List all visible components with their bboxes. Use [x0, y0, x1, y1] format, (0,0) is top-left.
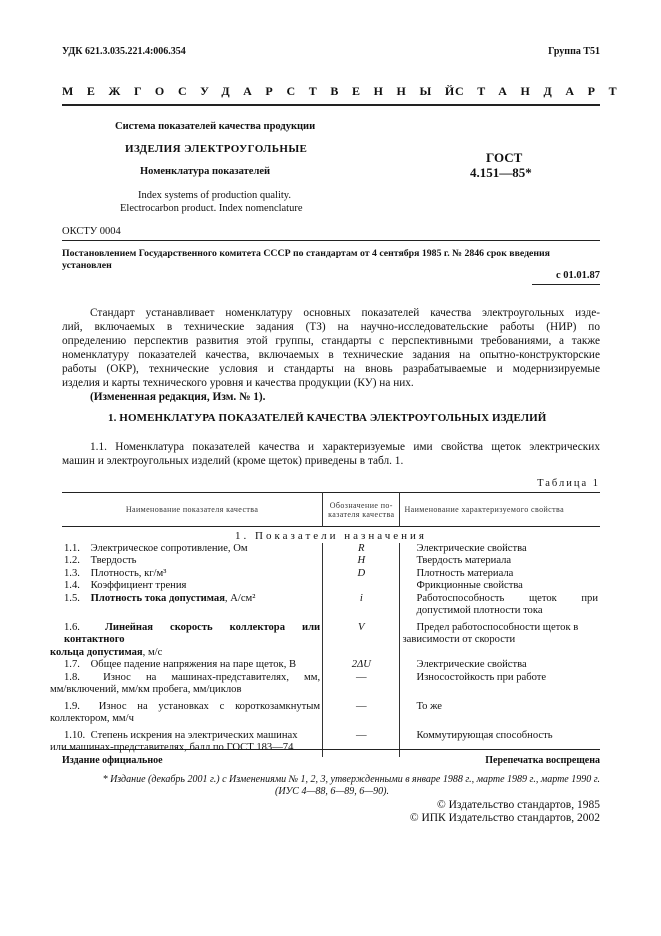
row-number: 1.10.	[64, 729, 86, 741]
row-property: Коммутирующая способность	[400, 726, 600, 757]
row-symbol: D	[323, 568, 400, 581]
table-row	[62, 543, 600, 556]
table-row	[62, 593, 600, 618]
row-symbol: V	[323, 618, 400, 660]
row-property-line-2: допустимой плотности тока	[416, 605, 543, 616]
column-header-property: Наименование характеризуемого свойства	[400, 493, 600, 527]
intro-line-2: лий, включаемых в технические задания (ТЗ) на научно-исследовательские работы (НИР) по	[62, 321, 600, 333]
intro-line-4: номенклатуру показателей качества, включаемых в технические задания на опытно-конструкторские	[62, 349, 600, 361]
column-header-symbol-line-2: казателя качества	[328, 509, 395, 519]
table-row	[62, 697, 600, 726]
row-property: Фрикционные свойства	[400, 580, 600, 593]
edition-note-line-2: (ИУС 4—88, 6—89, 6—90).	[275, 786, 389, 797]
banner-rule	[62, 104, 600, 106]
row-name-bold: Плотность тока допустимая	[90, 592, 225, 604]
row-symbol: R	[323, 543, 400, 556]
row-property-line-2: зависимости от скорости	[402, 634, 516, 645]
row-property-line-1: Предел работоспособности щеток в	[416, 621, 579, 633]
row-number: 1.9.	[64, 700, 80, 712]
row-property: То же	[400, 697, 600, 726]
row-property: Твердость материала	[400, 555, 600, 568]
english-title-line-2: Electrocarbon product. Index nomenclature	[120, 203, 303, 214]
amendment-note: (Измененная редакция, Изм. № 1).	[90, 391, 266, 403]
table-row	[62, 568, 600, 581]
document-subtitle: Номенклатура показателей	[140, 166, 271, 177]
copyright-2002: © ИПК Издательство стандартов, 2002	[409, 812, 600, 824]
row-name-line-2: или машинах-представителях, балл по ГОСТ 183—74	[50, 742, 294, 753]
row-number: 1.7.	[64, 659, 80, 670]
row-symbol: —	[323, 697, 400, 726]
table-row	[62, 726, 600, 757]
row-name-unit: , м/с	[142, 646, 163, 658]
footer-rule	[62, 749, 600, 750]
row-name-line-2: коллектором, мм/ч	[50, 713, 134, 724]
gost-label: ГОСТ	[486, 150, 523, 165]
intro-line-1: Стандарт устанавливает номенклатуру основных показателей качества электроугольных изде-	[90, 307, 600, 319]
udk-code: УДК 621.3.035.221.4:006.354	[62, 46, 186, 57]
gost-number: 4.151—85*	[470, 165, 532, 180]
row-symbol: —	[323, 726, 400, 757]
intro-line-6: изделия и карты технического уровня и качества продукции (КУ) на них.	[62, 377, 414, 389]
row-name-line-1: Износ на установках с короткозамкнутым	[98, 700, 321, 712]
row-property: Электрические свойства	[400, 659, 600, 672]
row-name: Коэффициент трения	[90, 580, 187, 591]
section-1-line-2: машин и электроугольных изделий (кроме щеток) приведены в табл. 1.	[62, 455, 404, 467]
row-number: 1.1.	[64, 542, 80, 554]
row-property: Плотность материала	[400, 568, 600, 581]
row-symbol: —	[323, 672, 400, 697]
row-name-bold-line-2: кольца допустимая	[50, 646, 143, 658]
table-row	[62, 555, 600, 568]
product-title: ИЗДЕЛИЯ ЭЛЕКТРОУГОЛЬНЫЕ	[125, 143, 308, 155]
table-row	[62, 659, 600, 672]
row-symbol	[323, 580, 400, 593]
row-property-line-1: Работоспособность щеток при	[416, 592, 598, 604]
copyright-1985: © Издательство стандартов, 1985	[436, 799, 600, 811]
table-row	[62, 672, 600, 697]
row-number: 1.2.	[64, 555, 80, 566]
column-header-symbol-line-1: Обозначение по-	[329, 500, 393, 510]
row-name: Общее падение напряжения на паре щеток, В	[90, 659, 297, 670]
section-1-paragraph	[62, 440, 600, 468]
row-name: Плотность, кг/м³	[90, 567, 167, 579]
intro-paragraph	[62, 306, 600, 404]
row-name-line-2: мм/включений, мм/км пробега, мм/циклов	[50, 684, 242, 695]
system-title: Система показателей качества продукции	[115, 121, 316, 132]
row-property: Износостойкость при работе	[400, 672, 600, 697]
row-number: 1.4.	[64, 580, 80, 591]
row-symbol: i	[323, 593, 400, 618]
okstu-code: ОКСТУ 0004	[62, 226, 121, 237]
official-edition: Издание официальное	[62, 755, 163, 766]
edition-note-line-1: * Издание (декабрь 2001 г.) с Изменениями № 1, 2, 3, утвержденными в январе 1988 г., марте 1989 г., марте 1990 г.	[102, 774, 600, 785]
decree-line-1: Постановлением Государственного комитета СССР по стандартам от 4 сентября 1985 г. № 2846 срок введения	[62, 248, 550, 259]
row-number: 1.8.	[64, 671, 80, 683]
title-rule	[62, 240, 600, 241]
intro-line-3: определению перспектив развития этой группы, стандарты с перспективными требованиями, а также	[62, 335, 600, 347]
reprint-prohibited: Перепечатка воспрещена	[485, 755, 600, 766]
column-header-symbol	[323, 493, 400, 527]
row-symbol: 2ΔU	[323, 659, 400, 672]
column-header-name: Наименование показателя качества	[125, 505, 259, 514]
table-row	[62, 580, 600, 593]
banner-standard: СТАНДАРТ	[455, 84, 631, 98]
row-number: 1.3.	[64, 567, 80, 579]
row-number: 1.6.	[64, 621, 80, 633]
group-code: Группа Т51	[548, 46, 600, 57]
decree-line-2: установлен	[62, 260, 112, 271]
row-name-unit: , А/см²	[224, 592, 256, 604]
intro-line-5: работы (ОКР), технические условия и стандарты на вновь разрабатываемые и модернизируемые	[62, 363, 600, 375]
introduction-date: с 01.01.87	[555, 270, 600, 281]
section-1-line-1: 1.1. Номенклатура показателей качества и характеризуемые ими свойства щеток электрических	[90, 441, 600, 453]
row-name-line-1: Степень искрения на электрических машинах	[90, 729, 298, 741]
row-name-bold-line-1: Линейная скорость коллектора или контактного	[64, 621, 321, 645]
section-title-purpose: 1. Показатели назначения	[235, 530, 427, 542]
row-name: Твердость	[90, 555, 137, 566]
banner-interstate: МЕЖГОСУДАРСТВЕННЫЙ	[62, 84, 468, 98]
section-1-heading: 1. НОМЕНКЛАТУРА ПОКАЗАТЕЛЕЙ КАЧЕСТВА ЭЛЕКТРОУГОЛЬНЫХ ИЗДЕЛИЙ	[108, 412, 547, 424]
row-symbol: H	[323, 555, 400, 568]
row-number: 1.5.	[64, 592, 80, 604]
quality-indicators-table	[50, 492, 600, 757]
row-property: Электрические свойства	[400, 543, 600, 556]
date-rule	[532, 284, 600, 285]
table-caption: Таблица 1	[537, 478, 600, 489]
table-row	[62, 618, 600, 660]
english-title-line-1: Index systems of production quality.	[138, 190, 292, 201]
row-name: Электрическое сопротивление, Ом	[90, 542, 248, 554]
row-name-line-1: Износ на машинах-представителях, мм,	[103, 671, 321, 683]
